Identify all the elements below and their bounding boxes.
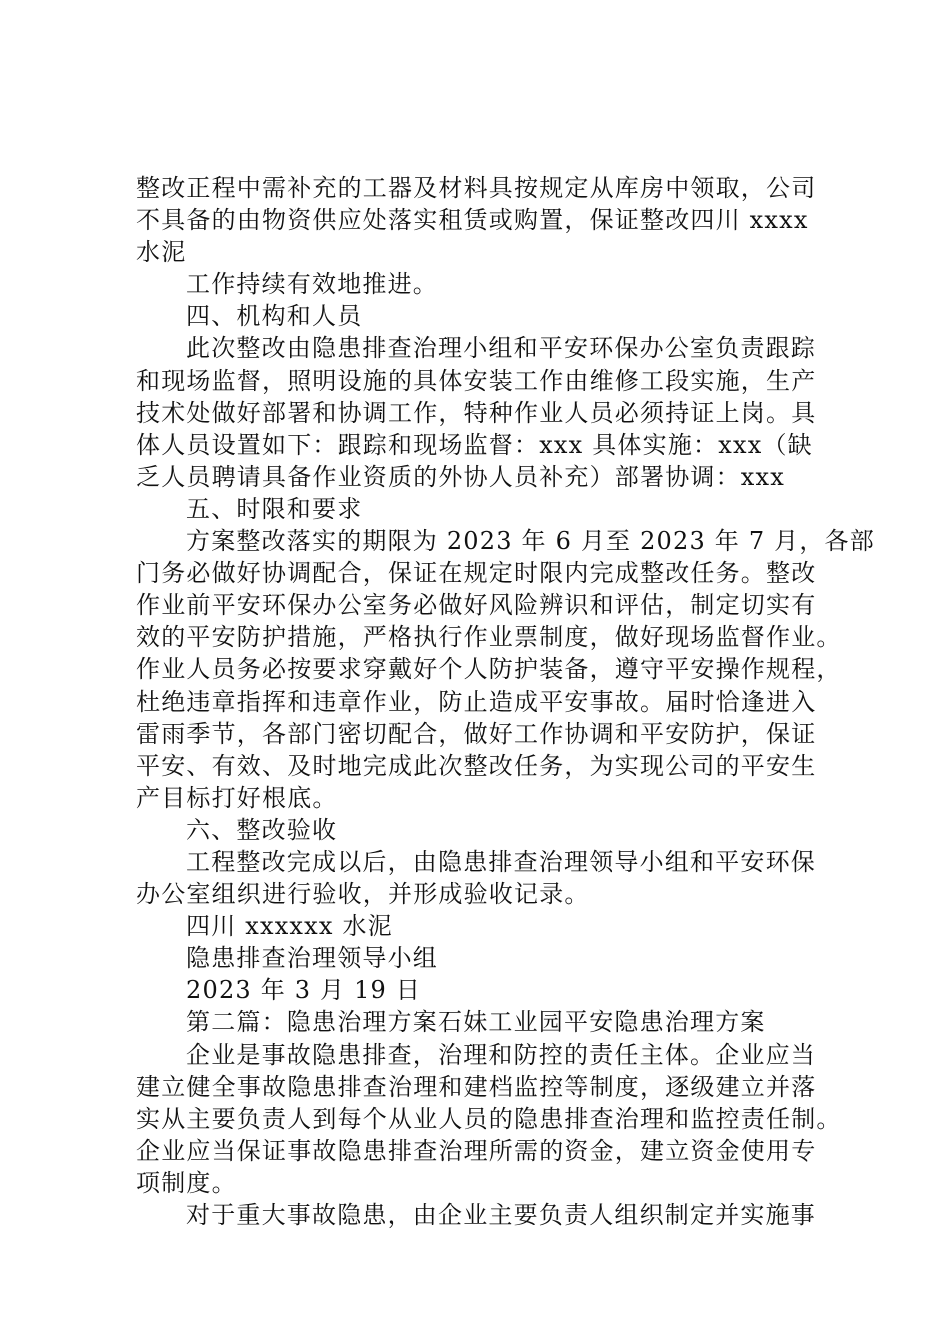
text-line: 产目标打好根底。 [136,783,338,812]
text-line: 企业是事故隐患排查，治理和防控的责任主体。企业应当 [186,1040,816,1069]
paragraph [136,910,836,942]
text-line: 不具备的由物资供应处落实租赁或购置，保证整改四川 xxxx [136,206,809,235]
text-line: 实从主要负责人到每个从业人员的隐患排查治理和监控责任制。 [136,1104,842,1133]
text-line: 四川 xxxxxx 水泥 [186,912,393,941]
text-line: 水泥 [136,238,187,267]
text-line: 方案整改落实的期限为 2023 年 6 月至 2023 年 7 月，各部 [186,527,875,556]
text-line: 体人员设置如下：跟踪和现场监督：xxx 具体实施：xxx（缺 [136,430,813,459]
text-line: 雷雨季节，各部门密切配合，做好工作协调和平安防护，保证 [136,719,817,748]
text-line: 建立健全事故隐患排查治理和建档监控等制度，逐级建立并落 [136,1072,817,1101]
paragraph [136,525,875,814]
text-line: 第二篇：隐患治理方案石妹工业园平安隐患治理方案 [186,1008,766,1037]
paragraph [136,814,836,846]
text-line: 整改正程中需补充的工器及材料具按规定从库房中领取，公司 [136,174,817,202]
document-body [136,172,875,1231]
paragraph [136,493,836,525]
text-line: 企业应当保证事故隐患排查治理所需的资金，建立资金使用专 [136,1136,817,1165]
text-line: 对于重大事故隐患，由企业主要负责人组织制定并实施事 [186,1201,816,1229]
paragraph [136,846,836,910]
text-line: 杜绝违章指挥和违章作业，防止造成平安事故。届时恰逢进入 [136,687,817,716]
paragraph [136,942,836,974]
paragraph [136,300,836,332]
paragraph [136,974,836,1006]
text-line: 门务必做好协调配合，保证在规定时限内完成整改任务。整改 [136,559,817,588]
text-line: 工程整改完成以后，由隐患排查治理领导小组和平安环保 [186,847,816,876]
text-line: 作业前平安环保办公室务必做好风险辨识和评估，制定切实有 [136,591,817,620]
text-line: 效的平安防护措施，严格执行作业票制度，做好现场监督作业。 [136,623,842,652]
text-line: 办公室组织进行验收，并形成验收记录。 [136,880,590,909]
text-line: 项制度。 [136,1168,237,1197]
text-line: 隐患排查治理领导小组 [186,944,438,973]
paragraph [136,1006,836,1038]
text-line: 技术处做好部署和协调工作，特种作业人员必须持证上岗。具 [136,398,817,427]
text-line: 五、时限和要求 [186,494,363,523]
text-line: 2023 年 3 月 19 日 [186,976,422,1005]
text-line: 工作持续有效地推进。 [186,270,438,299]
text-line: 此次整改由隐患排查治理小组和平安环保办公室负责跟踪 [186,334,816,363]
paragraph [136,1199,836,1231]
text-line: 四、机构和人员 [186,302,363,331]
text-line: 作业人员务必按要求穿戴好个人防护装备，遵守平安操作规程， [136,655,842,684]
text-line: 乏人员聘请具备作业资质的外协人员补充）部署协调：xxx [136,462,786,491]
text-line: 六、整改验收 [186,815,338,844]
paragraph [136,332,836,492]
paragraph [136,1039,842,1199]
paragraph [136,172,836,268]
text-line: 和现场监督，照明设施的具体安装工作由维修工段实施，生产 [136,366,817,395]
paragraph [136,268,836,300]
text-line: 平安、有效、及时地完成此次整改任务，为实现公司的平安生 [136,751,817,780]
